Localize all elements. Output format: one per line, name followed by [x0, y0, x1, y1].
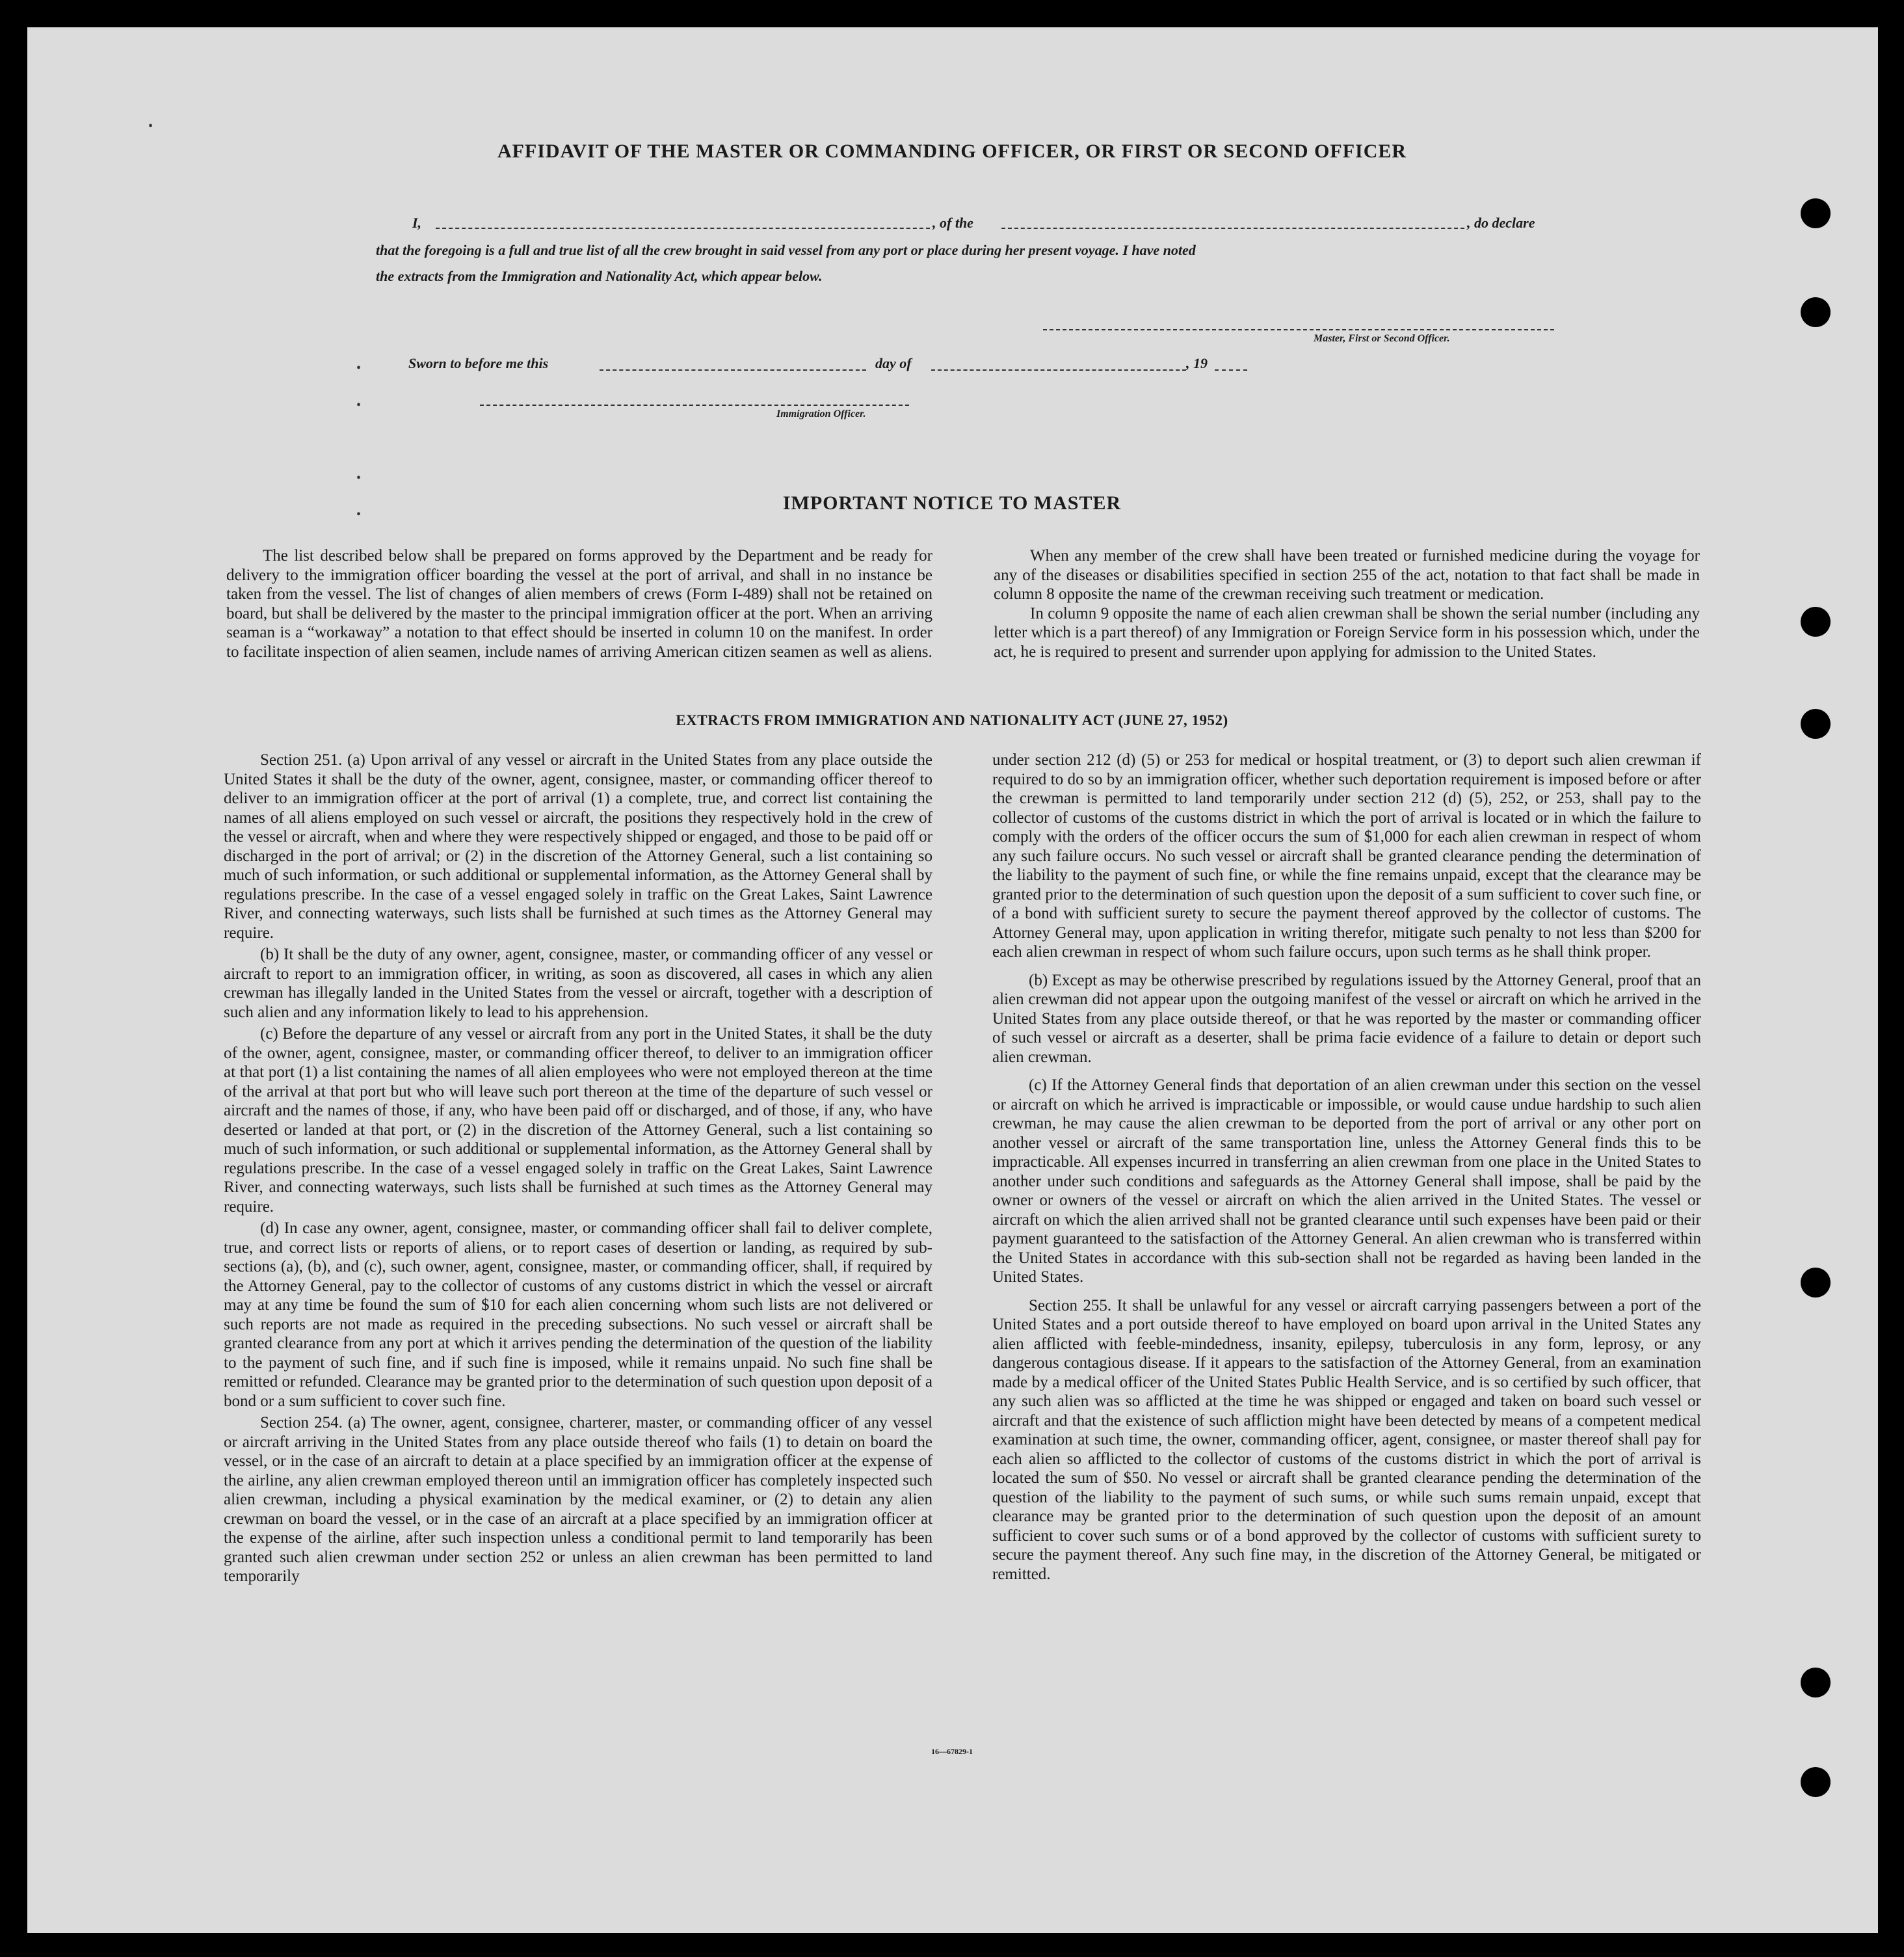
declarant-label: I, — [412, 215, 422, 231]
punch-hole — [1801, 1268, 1831, 1298]
master-signature-field[interactable] — [1043, 329, 1554, 330]
section-251-a: Section 251. (a) Upon arrival of any vessel or aircraft in the United States from any place outside the United States it shall be the duty of the owner, agent, consignee, master, or commanding officer thereof to deliver to an immigration officer at the port of arrival (1) a complete, true, and correct list containing the names of all aliens employed on such vessel or aircraft, the positions they respectively hold in the crew of the vessel or aircraft, when and where they were respectively shipped or engaged, and those to be paid off or discharged in the port of arrival; or (2) in the discretion of the Attorney General, such a list containing so much of such information, or such additional or supplemental information, as the Attorney General shall by regulations prescribe. In the case of a vessel engaged solely in traffic on the Great Lakes, Saint Lawrence River, and connecting waterways, such lists shall be furnished at such times as the Attorney General may require. — [224, 751, 932, 942]
of-the-label: , of the — [932, 215, 973, 231]
stray-mark: • — [356, 507, 362, 522]
officer-signature-caption: Immigration Officer. — [776, 408, 866, 419]
declaration-text-line1: that the foregoing is a full and true list of all the crew brought in said vessel from any port or place during her present voyage. I have noted — [376, 242, 1196, 258]
sworn-label: Sworn to before me this — [408, 355, 549, 371]
stray-mark: • — [148, 119, 153, 133]
form-number: 16—67829-1 — [931, 1747, 973, 1756]
notice-left-column — [226, 546, 932, 661]
day-of-label: day of — [875, 355, 912, 371]
punch-hole — [1801, 607, 1831, 637]
section-254-c: (c) If the Attorney General finds that deportation of an alien crewman under this section on the vessel or aircraft on which he arrived is impracticable or impossible, or would cause undue hardship to such alien crewman, he may cause the alien crewman to be deported from the port of arrival or any other port on another vessel or aircraft of the same transportation line, unless the Attorney General finds this to be impracticable. All expenses incurred in transferring an alien crewman from one place in the United States to another under such conditions and safeguards as the Attorney General shall impose, shall be paid by the owner or owners of the vessel or aircraft on which the alien arrived in the United States. The vessel or aircraft on which the alien arrived shall not be granted clearance until such expenses have been paid or their payment guaranteed to the satisfaction of the Attorney General. An alien crewman who is transferred within the United States in accordance with this sub-section shall not be regarded as having been landed in the United States. — [992, 1076, 1701, 1286]
extracts-left-column — [224, 751, 932, 1586]
section-255: Section 255. It shall be unlawful for any vessel or aircraft carrying passengers between a port of the United States and a port outside thereof to have employed on board upon arrival in the United States any alien afflicted with feeble-mindedness, insanity, epilepsy, tuberculosis in any form, leprosy, or any dangerous contagious disease. If it appears to the satisfaction of the Attorney General, from an examination made by a medical officer of the United States Public Health Service, and is so certified by such officer, that any such alien was so afflicted at the time he was shipped or engaged and taken on board such vessel or aircraft and that the existence of such affliction might have been detected by means of a competent medical examination at such time, the owner, commanding officer, agent, consignee, or master thereof shall pay for each alien so afflicted to the collector of customs of the customs district in which the port of arrival is located the sum of $50. No vessel or aircraft shall be granted clearance pending the determination of the question of the liability to the payment of such sums, or while such sums remain unpaid, except that clearance may be granted prior to the determination of such question upon the deposit of an amount sufficient to cover such sums or of a bond approved by the collector of customs with sufficient surety to secure the payment thereof. Any such fine may, in the discretion of the Attorney General, be mitigated or remitted. — [992, 1296, 1701, 1583]
punch-hole — [1801, 297, 1831, 327]
notice-left-paragraph: The list described below shall be prepared on forms approved by the Department and be ready for delivery to the immigration officer boarding the vessel at the port of arrival, and shall in no instance be taken from the vessel. The list of changes of alien members of crews (Form I-489) shall not be retained on board, but shall be delivered by the master to the principal immigration officer at the port. When an arriving seaman is a “workaway” a notation to that effect should be inserted in column 10 on the manifest. In order to facilitate inspection of alien seamen, include names of arriving American citizen seamen as well as aliens. — [226, 547, 932, 661]
section-251-d: (d) In case any owner, agent, consignee, master, or commanding officer shall fail to deliver complete, true, and correct lists or reports of aliens, or to report cases of desertion or landing, as required by sub-sections (a), (b), and (c), such owner, agent, consignee, master, or commanding officer, shall, if required by the Attorney General, pay to the collector of customs of any customs district in which the vessel or aircraft may at any time be found the sum of $10 for each alien concerning whom such lists are not delivered or such reports are not made as required in the preceding subsections. No such vessel or aircraft shall be granted clearance from any port at which it arrives pending the determination of the question of the liability to the payment of such fine, and if such fine is imposed, while it remains unpaid. No such fine shall be remitted or refunded. Clearance may be granted prior to the determination of such question upon deposit of a bond or a sum sufficient to cover such fine. — [224, 1219, 932, 1410]
master-signature-caption: Master, First or Second Officer. — [1314, 333, 1450, 344]
declarant-name-field[interactable] — [436, 228, 930, 229]
notice-right-column — [994, 546, 1700, 661]
stray-mark: • — [356, 471, 362, 485]
section-254-b: (b) Except as may be otherwise prescribed by regulations issued by the Attorney General, proof that an alien crewman did not appear upon the outgoing manifest of the vessel or aircraft on which he arrived in the United States from any place outside thereof, or that he was reported by the master or commanding officer of such vessel or aircraft as a deserter, shall be prima facie evidence of a failure to detain or deport such alien crewman. — [992, 971, 1701, 1066]
sworn-year-field[interactable] — [1215, 369, 1247, 371]
sworn-day-field[interactable] — [600, 369, 866, 371]
sworn-month-field[interactable] — [931, 369, 1186, 371]
punch-hole — [1801, 1668, 1831, 1697]
stray-mark: • — [356, 361, 362, 375]
notice-right-paragraph: In column 9 opposite the name of each alien crewman shall be shown the serial number (including any letter which is a part thereof) of any Immigration or Foreign Service form in his possession which, under the act, he is required to present and surrender upon applying for admission to the United States. — [994, 604, 1700, 661]
section-254-a: Section 254. (a) The owner, agent, consignee, charterer, master, or commanding officer of any vessel or aircraft arriving in the United States from any place outside thereof who fails (1) to detain on board the vessel, or in the case of an aircraft to detain at a place specified by an immigration officer at the expense of the airline, any alien crewman employed thereon until an immigration officer has completely inspected such alien crewman, including a physical examination by the medical examiner, or (2) to detain any alien crewman on board the vessel, or in the case of an aircraft at a place specified by an immigration officer at the expense of the airline, after such inspection unless a conditional permit to land temporarily has been granted such alien crewman under section 252 or unless an alien crewman has been permitted to land temporarily — [224, 1414, 932, 1585]
affidavit-title: AFFIDAVIT OF THE MASTER OR COMMANDING OFFICER, OR FIRST OR SECOND OFFICER — [497, 140, 1407, 162]
punch-hole — [1801, 1767, 1831, 1797]
section-251-b: (b) It shall be the duty of any owner, agent, consignee, master, or commanding officer of any vessel or aircraft to report to an immigration officer, in writing, as soon as discovered, all cases in which any alien crewman has illegally landed in the United States from the vessel or aircraft, together with a description of such alien and any information likely to lead to his apprehension. — [224, 946, 932, 1021]
do-declare-label: , do declare — [1467, 215, 1535, 231]
section-251-c: (c) Before the departure of any vessel or aircraft from any port in the United States, it shall be the duty of the owner, agent, consignee, master, or commanding officer thereof, to deliver to an immigration officer at that port (1) a list containing the names of all alien employees who were not employed thereon at the time of the arrival at that port but who will leave such port thereon at the time of the departure of such vessel or aircraft and the names of those, if any, who have been paid off or discharged, and of those, if any, who have deserted or landed at that port, or (2) in the discretion of the Attorney General, such a list containing so much of such information, or such additional or supplemental information, as the Attorney General shall by regulations prescribe. In the case of a vessel engaged solely in traffic on the Great Lakes, Saint Lawrence River, and connecting waterways, such lists shall be furnished at such times as the Attorney General may require. — [224, 1025, 932, 1216]
section-254-a-continued: under section 212 (d) (5) or 253 for medical or hospital treatment, or (3) to deport such alien crewman if required to do so by an immigration officer, whether such deportation requirement is imposed before or after the crewman is permitted to land temporarily under section 212 (d) (5), 252, or 253, shall pay to the collector of customs of the customs district in which the port of arrival is located or in which the failure to comply with the orders of the officer occurs the sum of $1,000 for each alien crewman in respect of whom any such failure occurs. No such vessel or aircraft shall be granted clearance pending the determination of the liability to the payment of such fine, or while the fine remains unpaid, except that the clearance may be granted prior to the determination of such question upon the deposit of a sum sufficient to cover such fine, or of a bond with sufficient surety to secure the payment thereof approved by the collector of customs. The Attorney General may, upon application in writing therefor, mitigate such penalty to not less than $200 for each alien crewman in respect of whom such failure occurs, upon such terms as he shall think proper. — [992, 751, 1701, 961]
punch-hole — [1801, 198, 1831, 228]
vessel-name-field[interactable] — [1001, 228, 1464, 229]
extracts-title: EXTRACTS FROM IMMIGRATION AND NATIONALITY ACT (JUNE 27, 1952) — [676, 712, 1228, 728]
year-label: , 19 — [1186, 355, 1208, 371]
notice-right-paragraph: When any member of the crew shall have been treated or furnished medicine during the voyage for any of the diseases or disabilities specified in section 255 of the act, notation to that fact shall be made in column 8 opposite the name of the crewman receiving such treatment or medication. — [994, 547, 1700, 603]
officer-signature-field[interactable] — [480, 405, 909, 406]
extracts-right-column — [992, 751, 1701, 1584]
notice-title: IMPORTANT NOTICE TO MASTER — [782, 492, 1122, 514]
declaration-text-line2: the extracts from the Immigration and Nationality Act, which appear below. — [376, 268, 823, 284]
stray-mark: • — [356, 398, 362, 412]
